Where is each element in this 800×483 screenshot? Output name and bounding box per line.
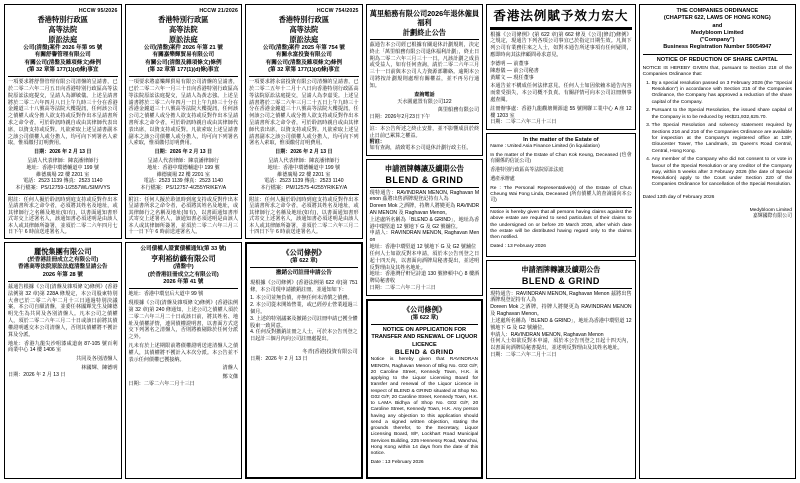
winding-up-notice-hccw754	[245, 4, 363, 239]
headline-body-2: 本通告並不構成任何法律意見。任何人士如因依賴本通告內容而蒙受損失，本公司概不負責。有關詳情可向本公司註冊辦事處查閱。	[490, 83, 632, 103]
estate-date: Dated : 13 February 2026	[490, 243, 546, 249]
note-title: 附註：	[369, 138, 385, 145]
court-heading-3: 原訟法庭	[168, 35, 198, 44]
conjunction: and	[712, 22, 723, 29]
column-2	[125, 4, 243, 479]
solicitor-line-2: 地址：香港中環德輔道中 199 號	[267, 164, 341, 171]
winding-up-notice-hccw21	[125, 4, 243, 239]
estate-notice-en	[486, 133, 635, 256]
signatory-name: 林國輝、陳德明	[81, 365, 118, 372]
ordinance-cap: (第 622 章)	[290, 258, 318, 265]
act-line-1: 有關公司(清盤及雜項條文)條例	[265, 59, 343, 66]
person-2: 陳惠儀 — 前公司秘書	[490, 67, 539, 74]
divider	[129, 194, 239, 195]
court-heading-3: 原訟法庭	[48, 35, 78, 44]
act-line-2: (第 32 章第 177(1)(d)條)事宜	[147, 66, 220, 73]
winding-up-notice-hccw95	[4, 4, 122, 239]
notice-date: 日期：2026 年 2 月 13 日	[8, 372, 66, 379]
meeting-number: 2026 年第 28 號	[42, 271, 83, 278]
notice-date: 日期：二零二六年二月十三日	[128, 381, 195, 388]
divider	[8, 76, 118, 77]
creditors-proof-notice	[125, 242, 243, 479]
signatory-company: Medybloom Limited	[749, 207, 792, 213]
share-capital-reduction-notice	[639, 4, 796, 479]
objection-address: 地址：香港灣仔軒尼詩道 130 號修頓中心 8 樓酒牌局秘書收	[369, 271, 480, 285]
court-heading-4: 公司(清盤)案件 2026 年第 21 號	[143, 45, 223, 51]
signatory-company: 萬里船務有限公司	[437, 107, 480, 114]
notice-date: 日期：2026 年 2 月 13 日	[154, 149, 213, 156]
solicitor-line-1: 呈請人代表律師：陳袁潘律師行	[27, 158, 99, 164]
person-3: 黃耀文 — 現任董事	[490, 74, 534, 81]
divider	[371, 324, 479, 325]
column-3	[245, 4, 363, 479]
notice-item: 3. The Special Resolution and solvency statement required by Sections 216 and 216 of the Companies Ordinance are available for inspection at the Company's registered office at 13/F, Gloucester Tower, The Landmark, 15 Queen's Road Central, Central, Hong Kong.	[652, 123, 792, 154]
notice-date: 日期：二零二六年二月十三日	[490, 351, 557, 358]
notice-item-1: 1. 本公司並無負債，亦無任何未清償之債務。	[250, 295, 353, 302]
divider	[249, 194, 359, 195]
divider	[490, 207, 631, 208]
notice-date: 日期：二零二六年二月十三日	[369, 284, 436, 291]
notice-title: NOTICE OF REDUCTION OF SHARE CAPITAL	[656, 56, 778, 63]
notice-subtitle: 香港高等法院原訟法庭清盤呈請公告	[18, 264, 108, 271]
act-line-1: 有關公司(清盤及雜項條文)條例	[145, 59, 222, 66]
notice-body: 一項要求將嘉樂輝貿易有限公司清盤的呈請書，已於二零二六年一月三十日向香港特別行政區高等法院原訟法庭提交，呈請人為黃志強。上述呈請書將於二零二六年四月一日上午九時三十分在香港金鐘道三十八號高等法院大樓提訊，任何該公司之債權人或分擔人欲支持或反對作出本呈請書所求之命令者，可於聆訊時親自或由其律師代表出席，以資支持或反對。凡欲索取上述呈請書副本之該公司債權人或分擔人，均可向下列署名人索取，惟須繳付訂明費用。	[128, 79, 239, 147]
act-line-2: (第 32 章第 177(1)(d)條)事宜	[27, 66, 99, 73]
deregistration-notice	[245, 242, 363, 479]
notice-date: 日期：2026 年 2 月 13 日	[34, 149, 92, 156]
headline: 香港法例賦予效力宏大	[493, 9, 629, 23]
registered-address: 地址：香港九龍尖沙咀漆咸道南 87-105 號百利商業中心 14 樓 1406 室	[8, 340, 118, 354]
notice-date: 日期：2026 年 2 月 13 日	[275, 149, 333, 156]
company-name: 亨利裕紡織有限公司	[150, 254, 216, 264]
notice-title: 申請酒牌轉讓及續期公告	[384, 163, 464, 173]
signatory-role: 清盤人	[222, 365, 239, 372]
estate-notice-block	[490, 137, 631, 250]
headline-notice	[486, 4, 635, 130]
case-number: HCCW 95/2026	[78, 8, 118, 14]
notice-dated: Dated 13th day of February 2026	[642, 195, 715, 201]
court-heading-1: 香港特別行政區	[278, 15, 330, 24]
solicitor-line-1: 呈請人代表律師：陳袁潘律師行	[268, 158, 340, 164]
liquor-licence-notice-cn	[366, 159, 484, 296]
court-heading-4: 公司(清盤)案件 2026 年第 95 號	[23, 45, 103, 51]
notices-grid	[4, 4, 796, 479]
company-name: 有關嘉樂輝貿易有限公司	[152, 52, 215, 59]
estate-line-1: Name : United Asia Finance Limited (in liquidation)	[490, 144, 600, 150]
notice-body: 茲通告根據《公司(清盤及雜項條文)條例》(香港法例第 32 章)第 228A 條規定，本公司股東特別大會已於二零二六年二月十三日通過特別決議案，本公司自願清盤，並委任林國輝先生及陳德明先生為共同及各別清盤人。凡本公司之債權人，須於二零二六年三月二十日或該日前將其債權證明遞交本公司清盤人，否則其債權將不獲計算及分派。	[8, 284, 118, 338]
company-heading: 麗悅集團有限公司	[34, 247, 92, 257]
notice-body: 一項要求將永富投資有限公司清盤的呈請書，已於二零二五年十二月十八日向香港特別行政區高等法院原訟法庭提交，呈請人為李嘉雯。上述呈請書將於二零二六年三月二十五日上午九時三十分在香港金鐘道三十八號高等法院大樓提訊，任何該公司之債權人或分擔人欲支持或反對作出本呈請書所求之命令者，可於聆訊時親自或由其律師代表出席，以資支持或反對。凡欲索取上述呈請書副本之該公司債權人或分擔人，均可向下列署名人索取，惟須繳付訂明費用。	[249, 79, 359, 147]
brand-name: BLEND & GRIND	[521, 275, 600, 286]
divider	[250, 267, 358, 268]
notice-title-line-2: 計劃終止公告	[402, 28, 446, 37]
notice-line-2: Doreen Mok 之酒牌，持牌人將變更為 RAVINDRAN MENON 及 Raghavan Menon。	[369, 203, 480, 217]
court-heading-4: 公司(清盤)案件 2025 年第 754 號	[262, 45, 345, 51]
liquor-licence-notice-cn-2	[486, 260, 635, 479]
notice-line-3: 上述處所名稱為「BLEND & GRIND」，地址為香港中環堅道 12 號地下 G 及 G2 號舖位。	[369, 216, 480, 230]
estate-body: Notice is hereby given that all persons having claims against the above estate are required to send particulars of their claims to the undersigned on or before 20 March 2026, after which date the estate will be distributed having regard only to the claims then notified.	[490, 210, 632, 241]
ordinance-cap: (第 622 章)	[410, 314, 439, 321]
notice-items	[643, 81, 792, 189]
solicitor-ref: 本行檔案：PS/12757-4/255YR/KEY/A	[140, 185, 227, 192]
signatory-company-cn: 嘉輝國際有限公司	[752, 214, 792, 220]
ordinance-title: 《公司條例》	[402, 304, 446, 314]
signatory-name: 鄭文傑	[222, 374, 239, 381]
divider	[8, 194, 118, 195]
notice-body-2: 凡未有於上述期限前將債權證明送達清盤人之債權人，其債權將不獲計入本次分派。本公告並不表示任何債權已獲接納。	[128, 342, 239, 363]
divider	[643, 54, 792, 55]
headline-body-1: 根據《公司條例》(第 622 章)第 662 條及《公司(修訂)條例》之規定，現通告下列各項公司事宜已於指定日期生效。凡與下列公司有業務往來之人士，如對本通告所述事項有任何疑問，應即時向其法律顧問尋求意見。	[490, 31, 632, 59]
company-name: 有關舒譽管理有限公司	[34, 52, 91, 59]
ordinance-title: 《公司條例》	[282, 248, 326, 258]
notice-date: 日期：二零二六年二月十三日	[490, 119, 557, 126]
divider	[370, 187, 480, 188]
solicitor-line-4: 電話：2523 1139 傳真：2523 1140	[264, 178, 344, 185]
company-incorporation: (於香港註冊成立之有限公司)	[147, 271, 219, 278]
solicitor-line-1: 呈請人代表律師：陳袁潘律師行	[147, 158, 219, 164]
company-name: Medybloom Limited	[691, 29, 744, 36]
notice-footnote: 註：本公告所述之終止安排，並不影響成員於終止日前已累算之權益。	[369, 126, 480, 139]
notice-line-2: Doreen Mok 之酒牌，持牌人將變更為 RAVINDRAN MENON 及 Raghavan Menon。	[490, 304, 632, 318]
estate-line-4: 遺產承辦處	[490, 177, 515, 183]
brand-name: BLEND & GRIND	[385, 174, 464, 185]
notice-item-4: 4. 任何反對撤銷註冊之人士，可於本公告刊登之日起計三個月內向公司註冊處提出。	[250, 329, 358, 343]
act-line-1: 有關公司(清盤及雜項條文)條例	[24, 59, 101, 66]
estate-line-2: In the matter of the Estate of Chun Kok Keung, Deceased (也會有關係的信託公司)	[490, 153, 632, 165]
notice-title: 申請酒牌轉讓及續期公告	[521, 264, 601, 274]
notice-line-1: 現特通告：RAVINDRAN MENON, Raghavan Menon 茲將出售酒牌現登記持有人為	[490, 290, 632, 304]
notice-item: 4. Any member of the Company who did not consent to or vote in favour of the Special Resolution or any creditor of the Company may, within 5 weeks after 3 February 2026 (the date of Special Resolution) apply to the Court under Section 220 of the Companies Ordinance for cancellation of the Special Resolution.	[652, 157, 792, 188]
notice-title-en: NOTICE ON APPLICATION FOR TRANSFER AND RENEWAL OF LIQUOR LICENCE	[371, 327, 478, 348]
solicitor-line-3: 維德廣場 22 樓 2201 室	[277, 171, 331, 178]
applicant-address: 地址：香港中環堅道 12 號地下 G 及 G2 號舖位	[369, 244, 477, 251]
notice-footnote: 附註：任何人擬於聆訊時到庭支持或反對作出本呈請書所求之命令者，必須將其姓名及地址，或其律師行之名稱及地址(如有)，以書面通知書形式寄交上述署名人，該通知書必須述明是由該人本人或其律師所簽署，並須於二零二六年三月三十一日下午 6 時前送達署名人。	[128, 197, 239, 235]
notice-date: 日期：2026年2月23日下午	[369, 114, 431, 121]
ordinance-title: THE COMPANIES ORDINANCE	[676, 8, 759, 14]
company-status: (清盤中)	[173, 264, 194, 271]
notice-body-en: Notice is hereby given that RAVINDRAN MENON, Raghavan Menon of Blkg No. G02 G/F, 20 Caroline Street, Kennedy Town, H.K. is applying to the Liquor Licensing Board for transfer and renewal of the Liquor Licence in respect of BLEND & GRIND situated at Shop No. G02 G/F, 20 Caroline Street, Kennedy Town, H.K. to LAMA Bidhya of Shop No. G02 G/F, 20 Caroline Street, Kennedy Town, H.K. Any person having any objection to this application should send a signed written objection, stating the grounds therefor, to the Secretary, Liquor Licensing Board, 8/F, Lockhart Road Municipal Services Building, 225 Hennessy Road, Wanchai, Hong Kong within 14 days from the date of this notice.	[370, 357, 479, 457]
court-heading-1: 香港特別行政區	[158, 15, 209, 24]
court-heading-2: 高等法院	[168, 25, 198, 34]
voluntary-liquidation-notice	[4, 242, 122, 479]
solicitor-line-2: 地址：香港中環德輔道中 199 號	[147, 164, 220, 171]
notice-body: 現根據《公司(清盤及雜項條文)條例》(香港法例第 32 章)第 240 條通知，上述公司之債權人須於二零二六年三月二十日或該日前，將其姓名、地址及債權詳情，連同債權證明書，以書面方式送交下列署名之清盤人，否則將被剔除於任何分派之外。	[128, 300, 239, 341]
estate-title: In the matter of the Estate of	[523, 137, 599, 144]
divider	[8, 281, 118, 282]
registration-number: 2026 年第 41 號	[163, 279, 204, 286]
registered-address: 地址：香港中環皇后大道中 99 號	[128, 291, 204, 298]
solicitor-line-4: 電話：2523 1139 傳真：2523 1140	[23, 178, 103, 185]
solicitor-line-3: 維德廣場 22 樓 2201 室	[36, 171, 90, 178]
court-heading-3: 原訟法庭	[289, 35, 319, 44]
ordinance-block	[643, 8, 792, 220]
column-4	[366, 4, 484, 479]
notice-body: 一項要求將舒譽管理有限公司清盤的呈請書，已於二零二六年二月五日向香港特別行政區高等法院原訟法庭提交，呈請人為譚敏儀。上述呈請書將於二零二六年四月八日上午九時三十分在香港金鐘道三十八號高等法院大樓提訊，任何該公司之債權人或分擔人欲支持或反對作出本呈請書所求之命令者，可於聆訊時親自或由其律師代表出席，以資支持或反對。凡欲索取上述呈請書副本之該公司債權人或分擔人，均可向下列署名人索取，惟須繳付訂明費用。	[8, 79, 118, 147]
contact-value: 天水圍處置有限公司122	[397, 98, 452, 105]
company-label: ("Company")	[700, 37, 735, 44]
ordinance-cap: (CHAPTER 622, LAWS OF HONG KONG)	[663, 15, 771, 22]
notice-heading: 撤銷公司註冊申請公告	[275, 270, 332, 277]
column-6	[639, 4, 796, 479]
company-sub: (於香港註冊成立之有限公司)	[27, 257, 99, 264]
estate-line-5: Re : The Personal Representative(s) of the Estate of Chun Cheung Wai Fong Linda, Deceased (所有債權人的查詢請向本公司)	[490, 185, 632, 204]
notice-line-1: 現特通告：RAVINDRAN MENON, Raghavan Menon 茲將出售酒牌現登記持有人為	[369, 189, 480, 203]
divider	[129, 288, 239, 289]
brand-name-en: BLEND & GRIND	[394, 348, 454, 356]
notice-footnote: 附註：任何人擬於聆訊時到庭支持或反對作出本呈請書所求之命令者，必須將其姓名及地址，或其律師行之名稱及地址(如有)，以書面通知書形式寄交上述署名人，該通知書必須述明是由該人本人或其律師所簽署，並須於二零二六年四月七日下午 6 時前送達署名人。	[8, 197, 118, 235]
notice-item: 2. Pursuant to the Special Resolution, the issued share capital of the Company is to be reduced by HK$21,932,625.70.	[652, 108, 792, 121]
divider	[370, 123, 480, 124]
divider	[129, 76, 239, 77]
person-1: 李德明 — 前董事	[490, 60, 529, 67]
solicitor-line-3: 維德廣場 22 樓 2201 室	[156, 171, 210, 178]
divider	[490, 288, 631, 289]
column-5	[486, 4, 635, 479]
solicitor-ref: 本行檔案：PM/12575-4/255YR/KEY/A	[260, 185, 348, 192]
divider-bar	[490, 27, 631, 30]
notice-intro: NOTICE IS HEREBY GIVEN that, pursuant to Section 218 of the Companies Ordinance that:	[642, 65, 792, 78]
notice-date-en: Date : 13 February 2026	[370, 460, 424, 466]
business-registration-number: Business Registration Number 59054947	[663, 44, 772, 51]
applicant-name: 申請人：RAVINDRAN MENON, Raghavan Menon	[369, 230, 480, 244]
solicitor-line-2: 地址：香港中環德輔道中 199 號	[26, 164, 99, 171]
liquor-licence-notice-en	[366, 299, 484, 479]
case-number: HCCW 21/2026	[199, 8, 239, 14]
retirement-scheme-termination-notice	[366, 4, 484, 156]
notice-body: 茲通告本公司經已根據有關退休計劃規則，決定終止「萬里船務有限公司退休福利計劃」，終止日期為二零二六年三月三十一日。凡該計劃之成員或受益人，如有任何查詢，請於二零二六年三月三十一日前與本公司人力資源部聯絡。逾期本公司將按計劃規則處理有關權益，並不再另行通知。	[369, 42, 480, 89]
signatory-company: 冬青(香港)投資有限公司	[302, 349, 358, 356]
divider	[370, 39, 480, 40]
objection-instructions: 任何人士如欲反對本申請，須於本公告刊登之日起十四天內，以書面向酒牌局秘書提出，並述明反對理由及其姓名地址。	[490, 338, 632, 352]
solicitor-ref: 本行檔案：PS/12759-1/2557WL/SIM/VYS	[15, 185, 111, 192]
notice-item-2: 2. 本公司從未開始營業，或已經停止營業超過三個月。	[250, 302, 358, 315]
notice-footnote: 附註：任何人擬於聆訊時到庭支持或反對作出本呈請書所求之命令者，必須將其姓名及地址，或其律師行之名稱及地址(如有)，以書面通知書形式寄交上述署名人，該通知書必須述明是由該人本人或其律師所簽署，並須於二零二六年三月二十四日下午 6 時前送達署名人。	[249, 197, 359, 235]
court-heading-1: 香港特別行政區	[37, 15, 88, 24]
en-notice-block	[371, 327, 479, 466]
notice-date: 日期：2026 年 2 月 13 日	[250, 356, 308, 363]
company-name: 有關永富投資有限公司	[275, 52, 332, 59]
case-number: HCCW 754/2025	[316, 8, 359, 14]
court-heading-2: 高等法院	[48, 25, 78, 34]
column-1	[4, 4, 122, 479]
note-text: 如有查詢，請致電本公司退休計劃行政主任。	[369, 145, 472, 152]
notice-line-3: 上述處所名稱為「BLEND & GRIND」，地址為香港中環堅道 12 號地下 G 及 G2 號舖位。	[490, 317, 632, 331]
act-line-2: (第 32 章第 177(1)(d)條)事宜	[268, 66, 340, 73]
contact-label: 查詢電話	[414, 91, 435, 98]
signatory-role: 共同及各別清盤人	[76, 356, 118, 363]
objection-instructions: 任何人士如欲反對本申請，須於本公告刊登之日起十四天內，以書面向酒牌局秘書提出，並述明反對理由及其姓名地址。	[369, 250, 480, 271]
solicitor-line-4: 電話：2523 1139 傳真：2523 1140	[143, 178, 224, 185]
notice-title-line-1: 萬里船務有限公司2026年退休僱員福利	[369, 9, 480, 27]
notice-body: 現根據《公司條例》(香港法例第 622 章)第 751 條，本公司現申請撤銷註冊，並通知如下：	[250, 279, 358, 293]
applicant-name: 申請人：RAVINDRAN MENON, Raghavan Menon	[490, 331, 604, 338]
notice-heading: 公司債權人證實債權通知(第 33 號)	[140, 246, 227, 253]
notice-item-3: 3. 上述的特別議案及撤銷公司註冊申請已獲全體股東一致同意。	[250, 315, 358, 329]
divider	[249, 76, 359, 77]
court-heading-2: 高等法院	[289, 25, 319, 34]
estate-line-3: 香港特別行政區高等法院原訟法庭	[490, 168, 564, 174]
registered-office: 註冊辦事處：香港九龍觀塘開源道 55 號開聯工業中心 A 座 12 樓 1203 室	[490, 105, 632, 119]
notice-item: 1. By a special resolution passed on 3 February 2026 (the "Special Resolution") in accordance with Section 215 of the Companies Ordinance, the Company has approved a reduction of the share capital of the Company.	[652, 81, 792, 106]
